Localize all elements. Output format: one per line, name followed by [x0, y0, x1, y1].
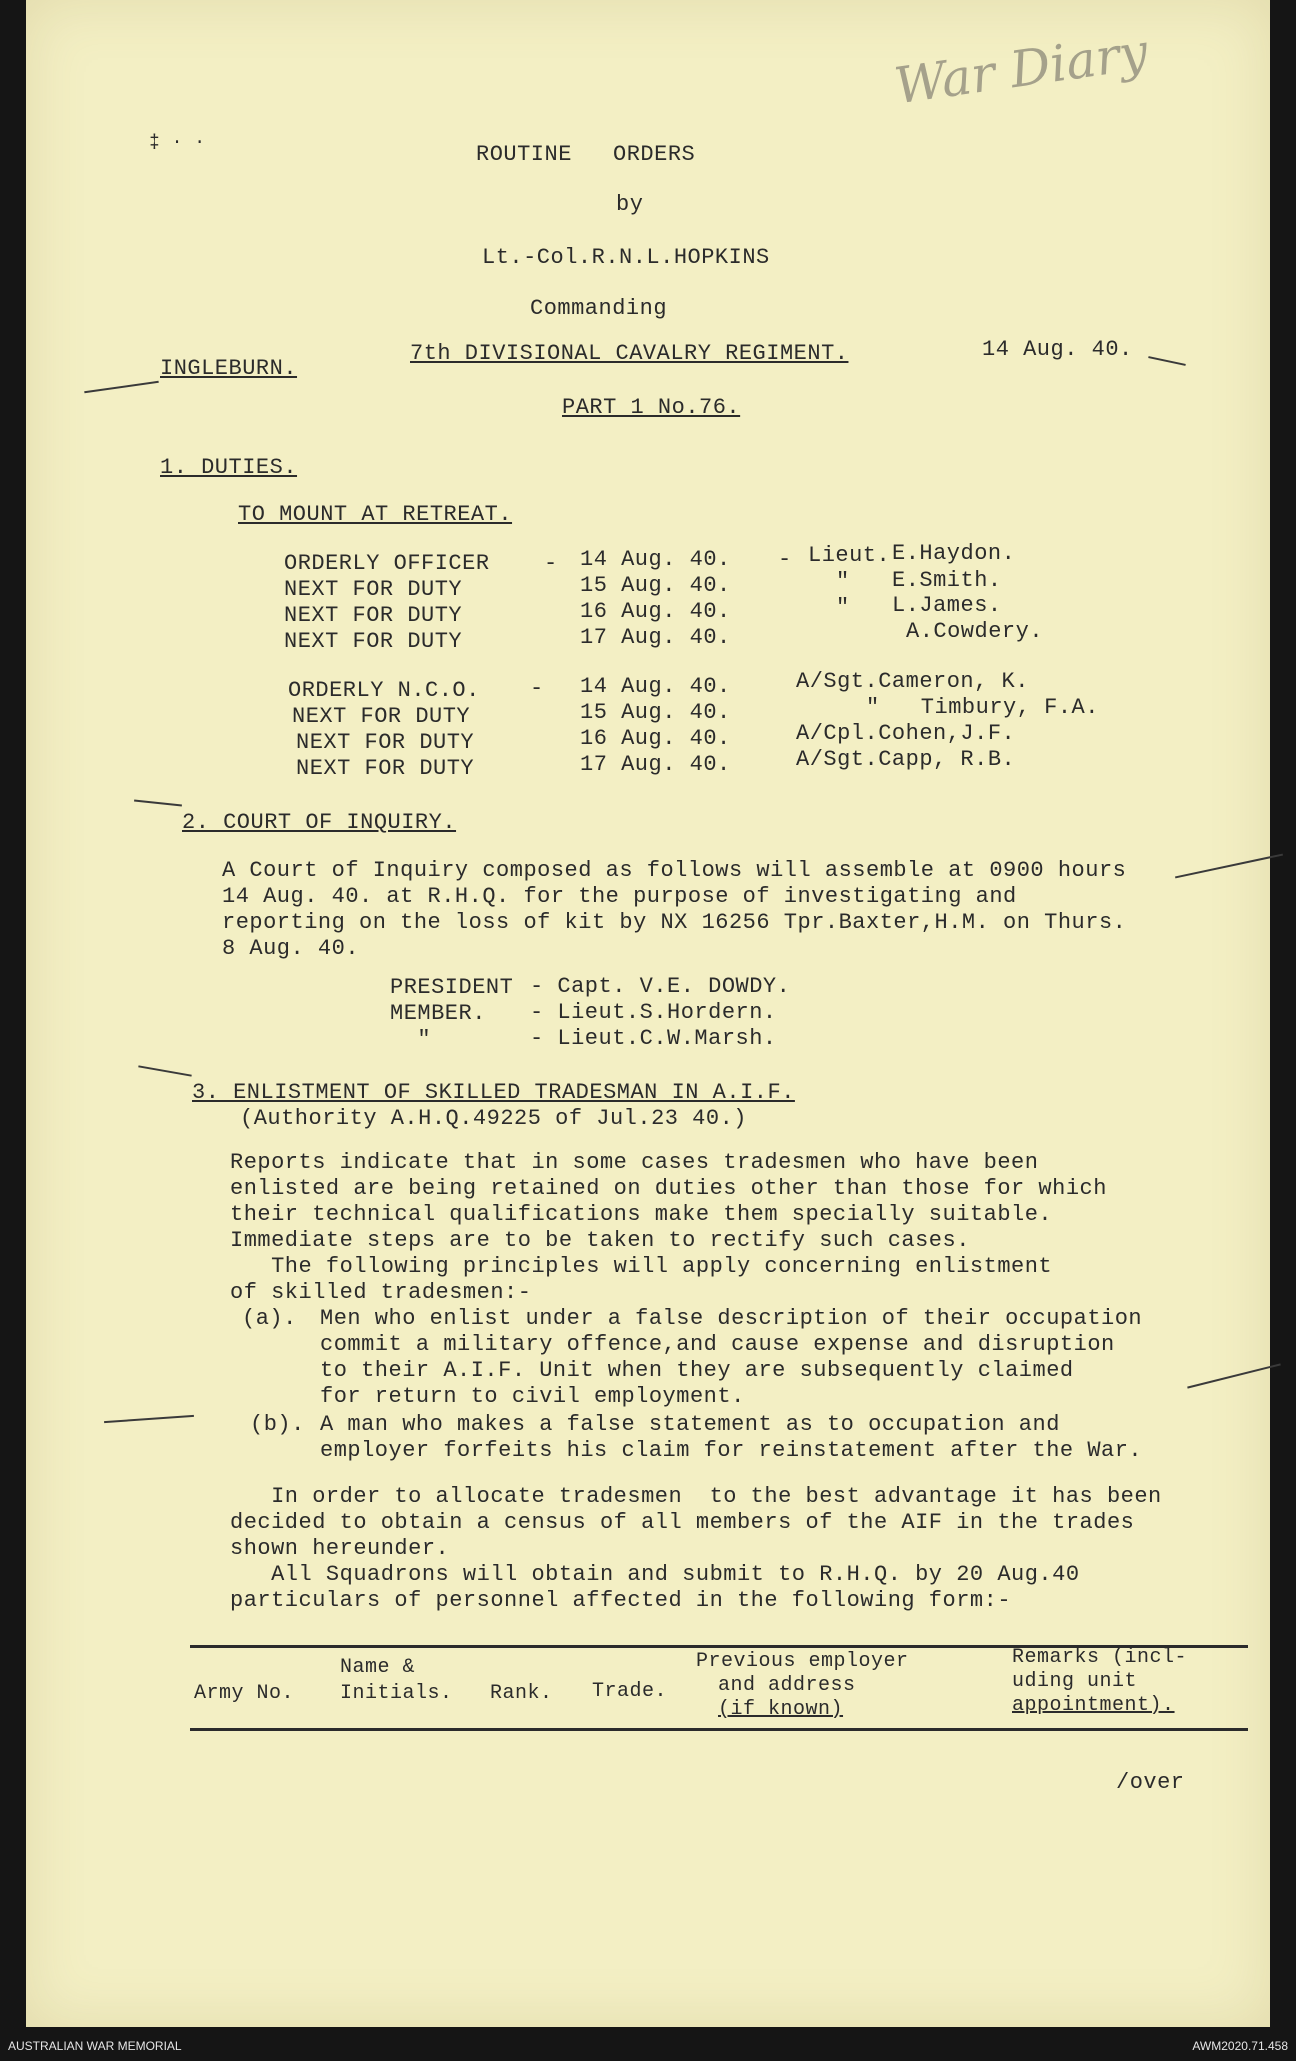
duty-rank: Lieut. [808, 543, 891, 568]
section-1-heading: 1. DUTIES. [160, 455, 298, 480]
member-name: - Lieut.S.Hordern. [530, 1000, 777, 1025]
form-column-label: Name & [340, 1656, 416, 1679]
body-line: 8 Aug. 40. [222, 936, 360, 961]
duty-name: A/Sgt.Cameron, K. [796, 669, 1029, 694]
body-line: Men who enlist under a false description of their occupation [320, 1306, 1143, 1331]
member-name: - Lieut.C.W.Marsh. [530, 1026, 777, 1051]
duty-dash: - [778, 547, 792, 572]
duty-date: 16 Aug. 40. [580, 726, 731, 751]
duty-role: ORDERLY N.C.O. [288, 678, 480, 703]
pencil-mark [134, 799, 182, 806]
duty-rank: " [836, 569, 850, 594]
archive-name: AUSTRALIAN WAR MEMORIAL [8, 2039, 182, 2053]
body-line: A Court of Inquiry composed as follows will assemble at 0900 hours [222, 858, 1127, 883]
duty-rank: " [836, 595, 850, 620]
body-line: 14 Aug. 40. at R.H.Q. for the purpose of investigating and [222, 884, 1017, 909]
document-page [26, 0, 1270, 2028]
duty-role: NEXT FOR DUTY [296, 730, 475, 755]
body-line: Immediate steps are to be taken to rectify such cases. [230, 1228, 970, 1253]
form-bottom-rule [190, 1728, 1248, 1731]
section-3-heading: 3. ENLISTMENT OF SKILLED TRADESMAN IN A.I.F. [192, 1080, 795, 1105]
body-line: of skilled tradesmen:- [230, 1280, 532, 1305]
pencil-mark [84, 381, 159, 393]
member-role: " [390, 1027, 432, 1052]
body-line: employer forfeits his claim for reinstatement after the War. [320, 1438, 1143, 1463]
member-role: PRESIDENT [390, 975, 514, 1000]
duty-name: A.Cowdery. [906, 619, 1044, 644]
duty-name: E.Smith. [892, 568, 1002, 593]
form-column-label: Army No. [194, 1682, 295, 1705]
section-1-subheading: TO MOUNT AT RETREAT. [238, 502, 513, 527]
duty-name: A/Cpl.Cohen,J.F. [796, 721, 1016, 746]
form-column-label: Initials. [340, 1682, 453, 1705]
continued-over: /over [1116, 1770, 1185, 1795]
archive-footer [0, 2027, 1296, 2061]
margin-marks: ‡ · · [149, 133, 206, 153]
form-column-label: uding unit [1012, 1670, 1138, 1693]
section-2-heading: 2. COURT OF INQUIRY. [182, 810, 457, 835]
archive-reference: AWM2020.71.458 [1192, 2039, 1288, 2053]
commanding-line: Commanding [530, 296, 668, 321]
unit-name: 7th DIVISIONAL CAVALRY REGIMENT. [410, 341, 849, 366]
duty-date: 15 Aug. 40. [580, 700, 731, 725]
body-line: enlisted are being retained on duties other than those for which [230, 1176, 1107, 1201]
duty-date: 17 Aug. 40. [580, 752, 731, 777]
body-line: their technical qualifications make them specially suitable. [230, 1202, 1053, 1227]
body-line: to their A.I.F. Unit when they are subsequently claimed [320, 1358, 1074, 1383]
duty-role: NEXT FOR DUTY [296, 756, 475, 781]
duty-role: ORDERLY OFFICER [284, 551, 490, 576]
duty-name: A/Sgt.Capp, R.B. [796, 747, 1016, 772]
form-column-label: Remarks (incl- [1012, 1646, 1188, 1669]
duty-role: NEXT FOR DUTY [284, 577, 463, 602]
principle-label: (a). [242, 1306, 297, 1331]
place-name: INGLEBURN. [160, 356, 298, 381]
pencil-mark [1187, 1363, 1281, 1388]
form-column-label: appointment). [1012, 1694, 1175, 1717]
pencil-mark [104, 1415, 194, 1423]
form-column-label: (if known) [718, 1698, 844, 1721]
handwritten-annotation: War Diary [891, 22, 1152, 116]
member-role: MEMBER. [390, 1001, 486, 1026]
duty-name: E.Haydon. [892, 541, 1016, 566]
duty-role: NEXT FOR DUTY [284, 603, 463, 628]
duty-dash: - [530, 676, 544, 701]
by-line: by [616, 192, 644, 217]
duty-dash: - [544, 551, 558, 576]
body-line: Reports indicate that in some cases tradesmen who have been [230, 1150, 1039, 1175]
member-name: - Capt. V.E. DOWDY. [530, 974, 791, 999]
pencil-mark [138, 1065, 192, 1076]
form-column-label: and address [718, 1674, 856, 1697]
body-line: All Squadrons will obtain and submit to R.H.Q. by 20 Aug.40 [230, 1562, 1080, 1587]
form-column-label: Rank. [490, 1682, 553, 1705]
body-line: commit a military offence,and cause expense and disruption [320, 1332, 1115, 1357]
part-number: PART 1 No.76. [562, 395, 741, 420]
body-line: shown hereunder. [230, 1536, 450, 1561]
section-3-authority: (Authority A.H.Q.49225 of Jul.23 40.) [240, 1106, 747, 1131]
form-column-label: Trade. [592, 1680, 668, 1703]
pencil-mark [1148, 356, 1186, 366]
body-line: decided to obtain a census of all members of the AIF in the trades [230, 1510, 1135, 1535]
duty-name: L.James. [892, 593, 1002, 618]
pencil-mark [1175, 854, 1283, 879]
body-line: reporting on the loss of kit by NX 16256 Tpr.Baxter,H.M. on Thurs. [222, 910, 1127, 935]
duty-date: 15 Aug. 40. [580, 573, 731, 598]
duty-date: 16 Aug. 40. [580, 599, 731, 624]
officer-name: Lt.-Col.R.N.L.HOPKINS [482, 245, 770, 270]
body-line: for return to civil employment. [320, 1384, 745, 1409]
document-title: ROUTINE ORDERS [476, 142, 696, 167]
duty-date: 14 Aug. 40. [580, 547, 731, 572]
duty-date: 17 Aug. 40. [580, 625, 731, 650]
principle-label: (b). [250, 1412, 305, 1437]
duty-role: NEXT FOR DUTY [292, 704, 471, 729]
duty-name: " Timbury, F.A. [866, 695, 1099, 720]
duty-role: NEXT FOR DUTY [284, 629, 463, 654]
body-line: The following principles will apply concerning enlistment [230, 1254, 1053, 1279]
form-column-label: Previous employer [696, 1650, 909, 1673]
duty-date: 14 Aug. 40. [580, 674, 731, 699]
body-line: particulars of personnel affected in the following form:- [230, 1588, 1012, 1613]
body-line: A man who makes a false statement as to occupation and [320, 1412, 1060, 1437]
body-line: In order to allocate tradesmen to the best advantage it has been [230, 1484, 1162, 1509]
document-date: 14 Aug. 40. [982, 337, 1133, 362]
